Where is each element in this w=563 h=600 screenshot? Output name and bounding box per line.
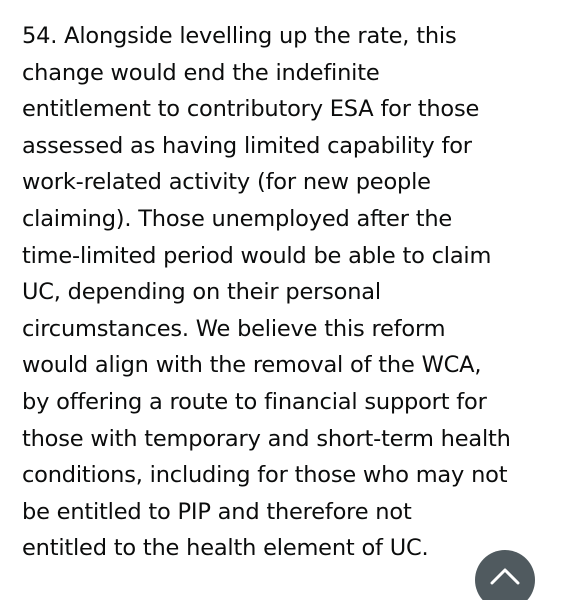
paragraph-line: circumstances. We believe this reform [22,315,446,342]
paragraph-line: entitled to the health element of UC. [22,535,429,562]
paragraph-line: would align with the removal of the WCA, [22,352,482,379]
paragraph-line: 54. Alongside levelling up the rate, this [22,23,457,49]
paragraph-54 [22,18,552,567]
paragraph-line: assessed as having limited capability for [22,132,472,159]
paragraph-line: time-limited period would be able to claim [22,242,492,269]
paragraph-line: conditions, including for those who may not [22,462,508,489]
paragraph-line: claiming). Those unemployed after the [22,205,453,232]
paragraph-line: work-related activity (for new people [22,169,431,196]
paragraph-line: UC, depending on their personal [22,279,381,306]
paragraph-line: be entitled to PIP and therefore not [22,498,412,525]
paragraph-line: change would end the indefinite [22,59,380,86]
chevron-up-icon [489,566,521,586]
paragraph-line: entitlement to contributory ESA for those [22,96,480,123]
paragraph-line: by offering a route to financial support for [22,388,487,415]
paragraph-line: those with temporary and short-term health [22,425,511,452]
